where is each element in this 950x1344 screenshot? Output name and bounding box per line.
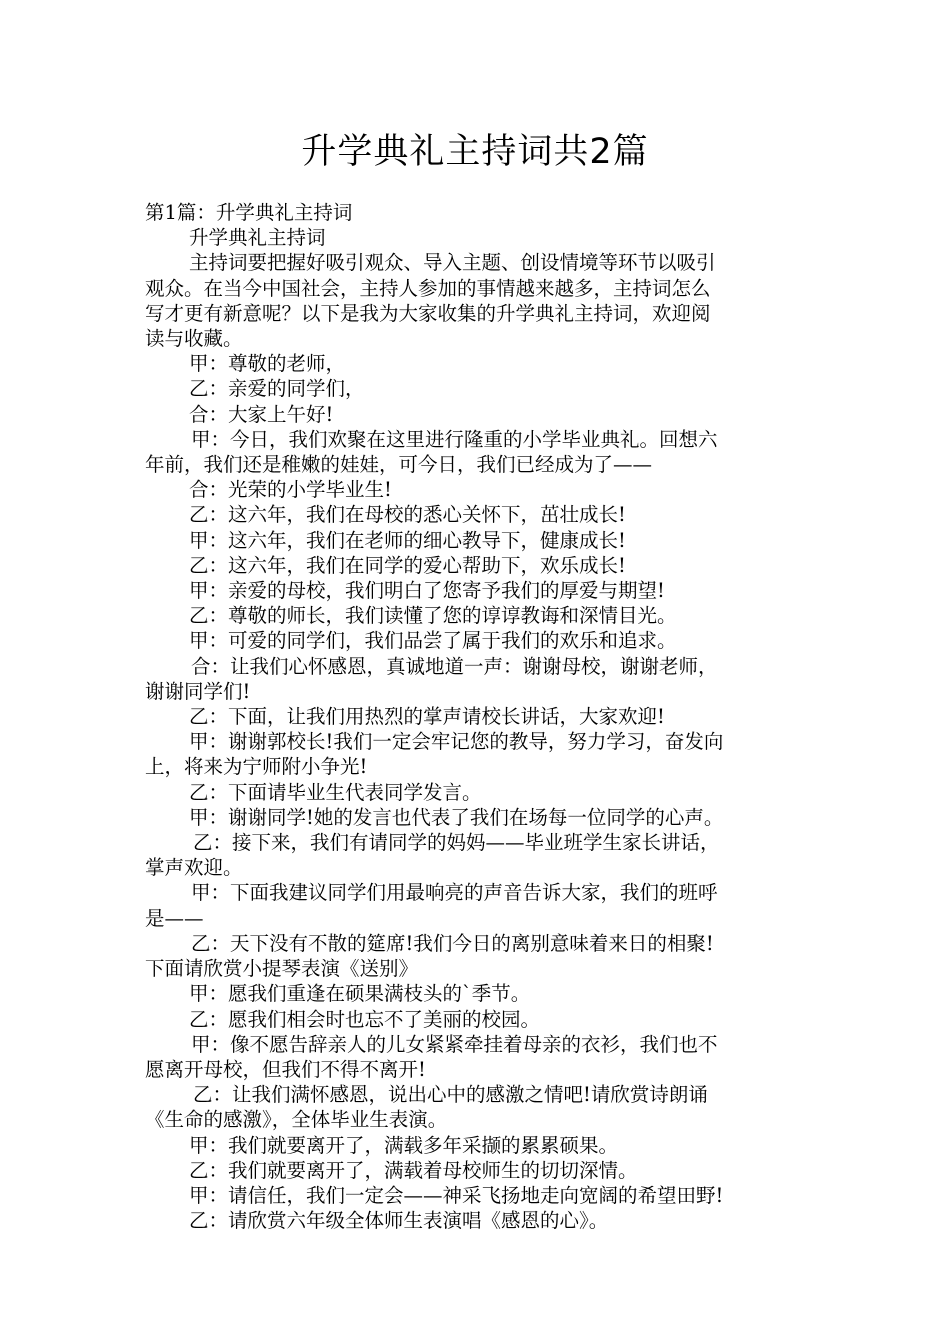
text-line: 上，将来为宁师附小争光!: [145, 755, 368, 779]
text-line: 甲：谢谢同学!她的发言也代表了我们在场每一位同学的心声。: [189, 805, 724, 829]
text-line: 《生命的感激》，全体毕业生表演。: [145, 1108, 448, 1132]
text-line: 年前，我们还是稚嫩的娃娃，可今日，我们已经成为了——: [145, 453, 653, 477]
text-line: 乙：下面请毕业生代表同学发言。: [189, 780, 482, 804]
text-line: 掌声欢迎。: [145, 856, 243, 880]
text-line: 合：光荣的小学毕业生!: [189, 478, 392, 502]
text-line: 甲：谢谢郭校长!我们一定会牢记您的教导，努力学习，奋发向: [189, 730, 724, 754]
text-line: 乙：接下来，我们有请同学的妈妈——毕业班学生家长讲话，: [193, 831, 720, 855]
text-line: 甲：今日，我们欢聚在这里进行隆重的小学毕业典礼。回想六: [191, 427, 718, 451]
text-line: 乙：下面，让我们用热烈的掌声请校长讲话，大家欢迎!: [189, 705, 665, 729]
text-line: 乙：愿我们相会时也忘不了美丽的校园。: [189, 1007, 541, 1031]
text-line: 是——: [145, 906, 204, 930]
section-heading: 升学典礼主持词: [189, 226, 326, 250]
chapter-heading: 第1篇：升学典礼主持词: [145, 201, 353, 224]
text-line: 甲：尊敬的老师，: [189, 352, 346, 376]
text-line: 读与收藏。: [145, 327, 243, 351]
text-line: 谢谢同学们!: [145, 679, 251, 703]
text-line: 乙：天下没有不散的筵席!我们今日的离别意味着来日的相聚!: [191, 931, 714, 955]
text-line: 甲：这六年，我们在老师的细心教导下，健康成长!: [189, 528, 626, 552]
text-line: 下面请欣赏小提琴表演《送别》: [145, 957, 419, 981]
text-line: 合：大家上午好!: [189, 402, 334, 426]
text-line: 观众。在当今中国社会，主持人参加的事情越来越多，主持词怎么: [145, 276, 711, 300]
text-line: 甲：像不愿告辞亲人的儿女紧紧牵挂着母亲的衣衫，我们也不: [191, 1032, 718, 1056]
text-line: 乙：我们就要离开了，满载着母校师生的切切深情。: [189, 1158, 638, 1182]
text-line: 愿离开母校，但我们不得不离开!: [145, 1057, 426, 1081]
text-line: 写才更有新意呢？以下是我为大家收集的升学典礼主持词，欢迎阅: [145, 301, 711, 325]
text-line: 主持词要把握好吸引观众、导入主题、创设情境等环节以吸引: [189, 251, 716, 275]
text-line: 乙：这六年，我们在母校的悉心关怀下，茁壮成长!: [189, 503, 626, 527]
text-line: 乙：尊敬的师长，我们读懂了您的谆谆教诲和深情目光。: [189, 604, 677, 628]
document-body: [145, 200, 810, 1233]
text-line: 合：让我们心怀感恩，真诚地道一声：谢谢母校，谢谢老师，: [191, 654, 718, 678]
text-line: 乙：这六年，我们在同学的爱心帮助下，欢乐成长!: [189, 553, 626, 577]
text-line: 甲：亲爱的母校，我们明白了您寄予我们的厚爱与期望!: [189, 579, 665, 603]
text-line: 甲：可爱的同学们，我们品尝了属于我们的欢乐和追求。: [189, 629, 677, 653]
text-line: 甲：请信任，我们一定会——神采飞扬地走向宽阔的希望田野!: [189, 1183, 724, 1207]
document-title: 升学典礼主持词共2篇: [301, 132, 649, 172]
text-line: 甲：我们就要离开了，满载多年采撷的累累硕果。: [189, 1133, 619, 1157]
text-line: 甲：愿我们重逢在硕果满枝头的`季节。: [189, 982, 531, 1006]
text-line: 乙：请欣赏六年级全体师生表演唱《感恩的心》。: [189, 1209, 609, 1233]
text-line: 乙：让我们满怀感恩，说出心中的感激之情吧!请欣赏诗朗诵: [193, 1083, 708, 1107]
text-line: 乙：亲爱的同学们，: [189, 377, 365, 401]
text-line: 甲：下面我建议同学们用最响亮的声音告诉大家，我们的班呼: [191, 881, 718, 905]
